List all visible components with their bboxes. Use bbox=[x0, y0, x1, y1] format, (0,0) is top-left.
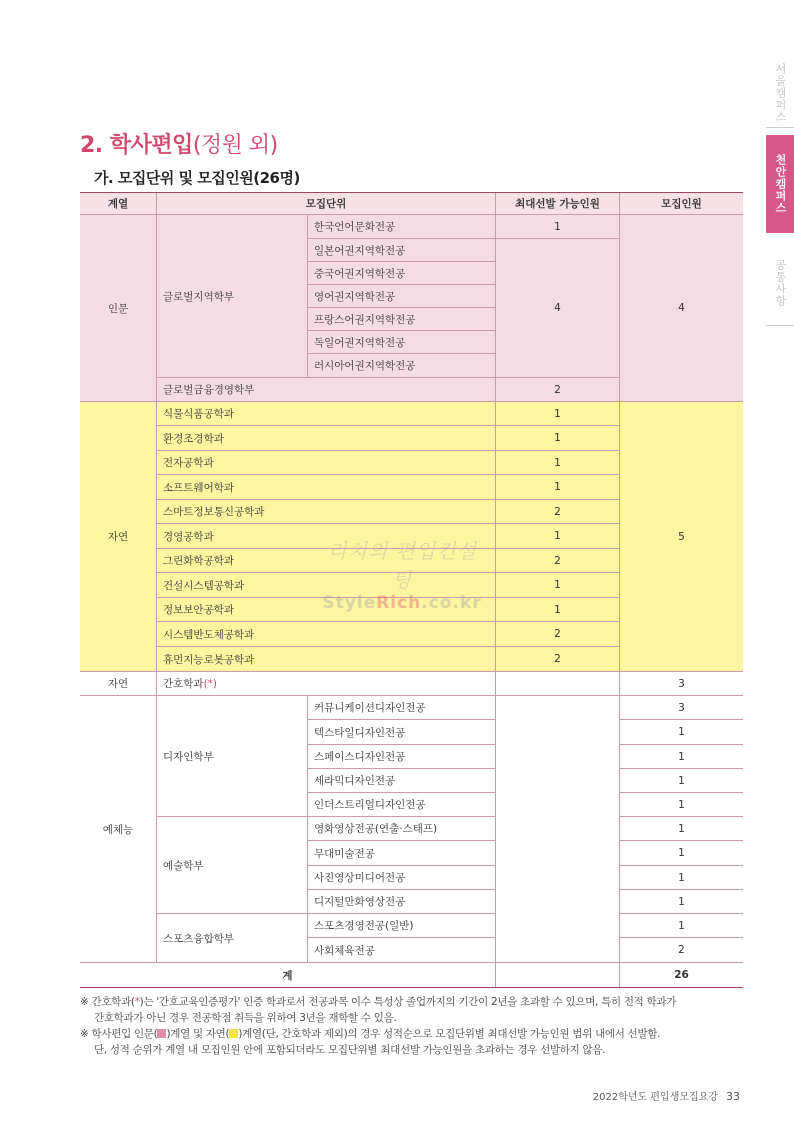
dept-sports: 스포츠융합학부 bbox=[157, 914, 308, 963]
quota-value: 1 bbox=[620, 914, 743, 938]
quota-value: 1 bbox=[620, 745, 743, 769]
dept-nursing bbox=[157, 672, 496, 696]
note-2-cont: 단, 성적 순위가 계열 내 모집인원 안에 포함되더라도 모집단위별 최대선발 가능인원을 초과하는 경우 선발하지 않음. bbox=[94, 1044, 606, 1056]
section-title-paren: (정원 외) bbox=[192, 133, 278, 158]
quota-science: 5 bbox=[620, 402, 743, 672]
max-value: 1 bbox=[496, 573, 620, 598]
quota-value: 1 bbox=[620, 769, 743, 793]
major-row: 스페이스디자인전공 bbox=[308, 745, 496, 769]
dept-row: 경영공학과 bbox=[157, 524, 496, 549]
max-value: 1 bbox=[496, 402, 620, 426]
dept-row: 건설시스템공학과 bbox=[157, 573, 496, 598]
quota-value: 1 bbox=[620, 841, 743, 866]
dept-row: 시스템반도체공학과 bbox=[157, 622, 496, 647]
max-nursing bbox=[496, 672, 620, 696]
category-arts: 예체능 bbox=[80, 696, 157, 963]
total-max bbox=[496, 963, 620, 987]
watermark-line1: 리치의 편입컨설팅 bbox=[327, 539, 477, 592]
category-humanities: 인문 bbox=[80, 215, 157, 402]
major-row: 디지털만화영상전공 bbox=[308, 890, 496, 914]
max-value: 1 bbox=[496, 426, 620, 451]
watermark-rich: Rich bbox=[376, 593, 422, 613]
max-korean: 1 bbox=[496, 215, 620, 239]
total-label: 계 bbox=[80, 963, 496, 987]
dept-global-finance: 글로벌금융경영학부 bbox=[157, 378, 496, 402]
quota-value: 1 bbox=[620, 890, 743, 914]
dept-row: 정보보안공학과 bbox=[157, 598, 496, 622]
major-row: 영화영상전공(연출·스태프) bbox=[308, 817, 496, 841]
note-2-text-b: )계열 및 자연( bbox=[166, 1028, 230, 1040]
max-value: 2 bbox=[496, 549, 620, 573]
note-2-text-a: ※ 학사편입 인문( bbox=[80, 1028, 158, 1040]
major-french: 프랑스어권지역학전공 bbox=[308, 308, 496, 331]
nursing-mark: (*) bbox=[203, 677, 218, 690]
max-value: 2 bbox=[496, 500, 620, 524]
quota-value: 2 bbox=[620, 938, 743, 963]
header-unit: 모집단위 bbox=[157, 193, 496, 215]
header-max: 최대선발 가능인원 bbox=[496, 193, 620, 215]
note-1-text-b: )는 '간호교육인증평가' 인증 학과로서 전공과목 이수 특성상 졸업까지의 기간이 2년을 초과할 수 있으며, 특히 전적 학과가 bbox=[139, 996, 677, 1008]
major-korean: 한국언어문화전공 bbox=[308, 215, 496, 239]
max-value: 1 bbox=[496, 475, 620, 500]
category-science: 자연 bbox=[80, 402, 157, 672]
note-1-cont: 간호학과가 아닌 경우 전공학점 취득을 위하여 3년을 재학할 수 있음. bbox=[94, 1012, 397, 1024]
quota-value: 1 bbox=[620, 720, 743, 745]
max-value: 1 bbox=[496, 598, 620, 622]
quota-value: 1 bbox=[620, 817, 743, 841]
major-german: 독일어권지역학전공 bbox=[308, 331, 496, 354]
dept-row: 그린화학공학과 bbox=[157, 549, 496, 573]
dept-art: 예술학부 bbox=[157, 817, 308, 914]
side-tabs bbox=[766, 0, 794, 330]
dept-row: 소프트웨어학과 bbox=[157, 475, 496, 500]
note-1 bbox=[80, 994, 760, 1010]
quota-nursing: 3 bbox=[620, 672, 743, 696]
dept-row: 전자공학과 bbox=[157, 451, 496, 475]
footer bbox=[593, 1088, 740, 1103]
max-value: 2 bbox=[496, 622, 620, 647]
note-1-text-a: ※ 간호학과( bbox=[80, 996, 135, 1008]
quota-value: 3 bbox=[620, 696, 743, 720]
major-row: 사회체육전공 bbox=[308, 938, 496, 963]
nursing-name: 간호학과 bbox=[163, 678, 204, 690]
dept-row: 환경조경학과 bbox=[157, 426, 496, 451]
tab-common[interactable]: 공통사항 bbox=[766, 240, 794, 326]
major-row: 인더스트리얼디자인전공 bbox=[308, 793, 496, 817]
sub-title: 가. 모집단위 및 모집인원(26명) bbox=[94, 169, 300, 187]
dept-row: 스마트정보통신공학과 bbox=[157, 500, 496, 524]
notes bbox=[80, 994, 760, 1058]
dept-row: 휴먼지능로봇공학과 bbox=[157, 647, 496, 672]
major-row: 사진영상미디어전공 bbox=[308, 866, 496, 890]
major-row: 세라믹디자인전공 bbox=[308, 769, 496, 793]
category-nursing: 자연 bbox=[80, 672, 157, 696]
major-row: 커뮤니케이션디자인전공 bbox=[308, 696, 496, 720]
header-quota: 모집인원 bbox=[620, 193, 743, 215]
major-english: 영어권지역학전공 bbox=[308, 285, 496, 308]
section-title bbox=[80, 128, 278, 159]
max-global-finance: 2 bbox=[496, 378, 620, 402]
major-chinese: 중국어권지역학전공 bbox=[308, 262, 496, 285]
yellow-square-icon bbox=[229, 1029, 238, 1038]
max-value: 1 bbox=[496, 451, 620, 475]
quota-value: 1 bbox=[620, 866, 743, 890]
header-category: 계열 bbox=[80, 193, 157, 215]
note-2-text-c: )계열(단, 간호학과 제외)의 경우 성적순으로 모집단위별 최대선발 가능인원 범위 내에서 선발함. bbox=[238, 1028, 661, 1040]
major-row: 스포츠경영전공(일반) bbox=[308, 914, 496, 938]
watermark-style: Style bbox=[322, 593, 377, 613]
max-value: 2 bbox=[496, 647, 620, 672]
footer-text: 2022학년도 편입생모집요강 bbox=[592, 1092, 718, 1103]
quota-humanities: 4 bbox=[620, 215, 743, 402]
max-value: 1 bbox=[496, 524, 620, 549]
max-arts bbox=[496, 696, 620, 963]
dept-global-regional: 글로벌지역학부 bbox=[157, 215, 308, 378]
major-row: 텍스타일디자인전공 bbox=[308, 720, 496, 745]
table-bottom-line bbox=[80, 987, 743, 988]
section-title-main: 2. 학사편입 bbox=[80, 133, 193, 158]
quota-value: 1 bbox=[620, 793, 743, 817]
major-row: 무대미술전공 bbox=[308, 841, 496, 866]
note-1-mark: * bbox=[134, 996, 140, 1008]
dept-row: 식물식품공학과 bbox=[157, 402, 496, 426]
watermark-domain: .co.kr bbox=[421, 593, 482, 613]
max-global-regional: 4 bbox=[496, 239, 620, 378]
tab-cheonan-campus[interactable]: 천안캠퍼스 bbox=[766, 135, 794, 233]
dept-design: 디자인학부 bbox=[157, 696, 308, 817]
total-value: 26 bbox=[620, 963, 743, 987]
tab-seoul-campus[interactable]: 서울캠퍼스 bbox=[766, 58, 794, 128]
major-japanese: 일본어권지역학전공 bbox=[308, 239, 496, 262]
page-number: 33 bbox=[726, 1090, 740, 1103]
note-2 bbox=[80, 1026, 760, 1042]
major-russian: 러시아어권지역학전공 bbox=[308, 354, 496, 378]
